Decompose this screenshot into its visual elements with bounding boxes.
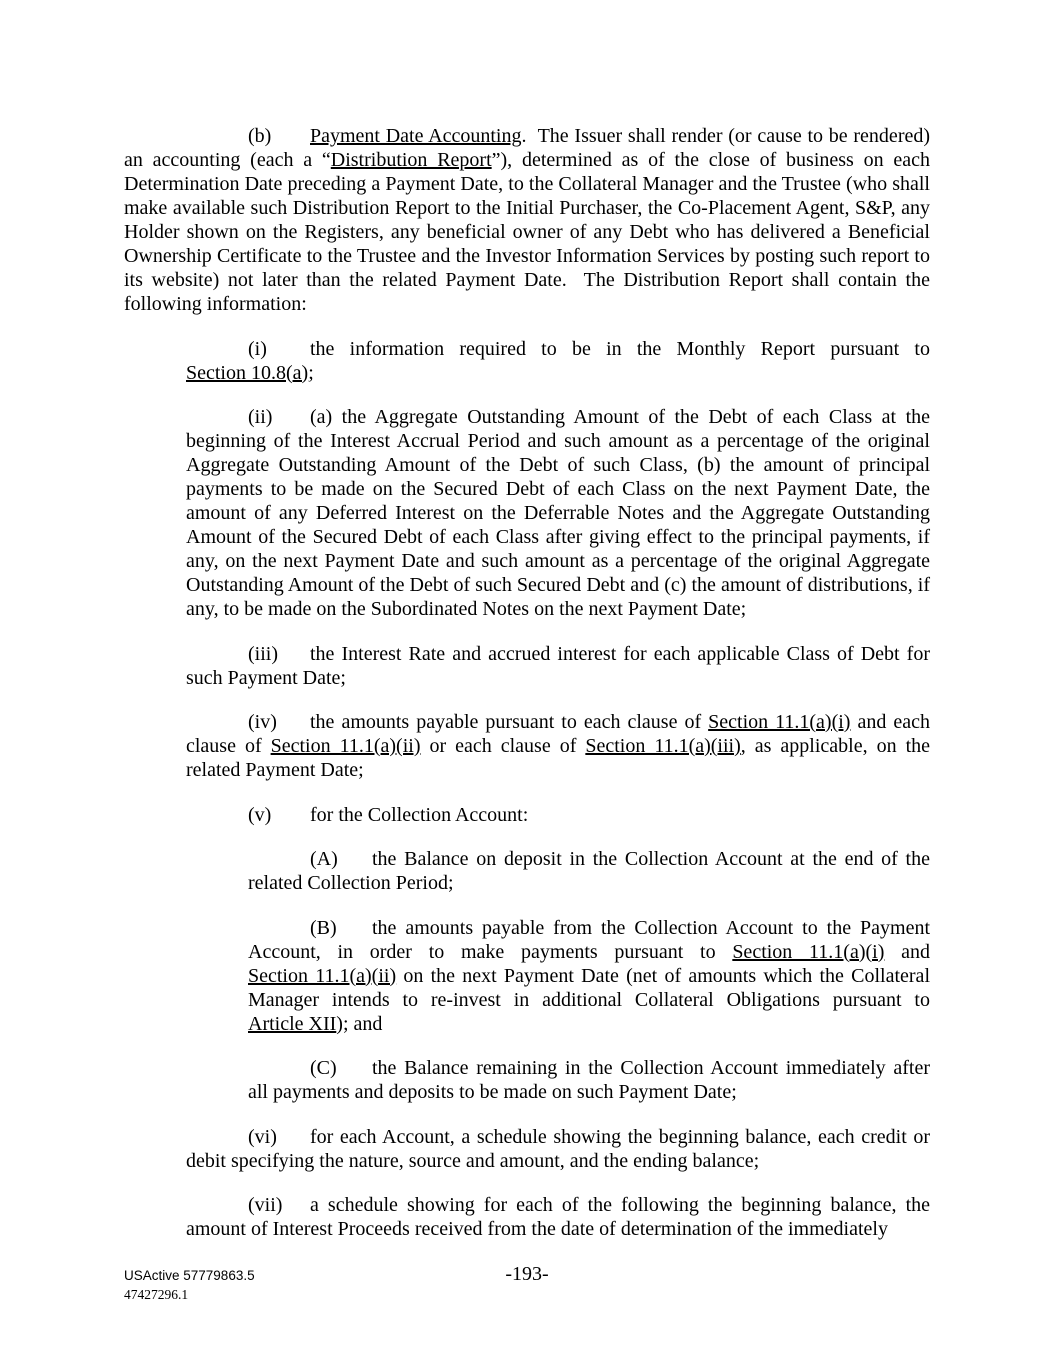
underlined-reference: Distribution Report <box>330 149 492 171</box>
page-number: -193- <box>505 1263 549 1285</box>
doc-id-usactive: USActive 57779863.5 <box>124 1268 255 1283</box>
text-run: for each Account, a schedule showing the beginning balance, each credit or debit specifying the nature, source and amount, and the ending balance; <box>186 1125 930 1172</box>
item-label-i: (i) <box>248 337 267 360</box>
text-run: or each clause of <box>420 735 586 757</box>
underlined-reference: Article XII <box>248 1012 337 1035</box>
list-item-vi <box>186 1125 930 1173</box>
underlined-reference: Section 11.1(a)(iii) <box>585 735 741 757</box>
underlined-reference: Section 11.1(a)(i) <box>708 711 851 733</box>
item-label-b: (b) <box>248 125 272 147</box>
paragraph-b <box>124 124 930 316</box>
list-item-iii <box>186 642 930 690</box>
list-item-ii-text <box>186 406 930 620</box>
item-label-iii: (iii) <box>248 642 278 665</box>
doc-id-secondary: 47427296.1 <box>124 1287 189 1302</box>
text-run: ; <box>308 361 314 384</box>
list-item-v-text <box>310 804 528 826</box>
document-body <box>124 124 930 1241</box>
item-label-B: (B) <box>310 916 337 939</box>
sub-item-C <box>248 1056 930 1104</box>
sub-item-B <box>248 916 930 1036</box>
text-run: the information required to be in the Monthly Report pursuant to <box>310 337 930 360</box>
text-run: on the next Payment Date (net of amounts which the Collateral Manager intends to re-invest in additional Collateral Obligations pursuant to <box>248 964 930 1011</box>
text-run: the amounts payable from the Collection Account to the Payment Account, in order to make payments pursuant to <box>248 916 930 963</box>
item-label-iv: (iv) <box>248 711 277 733</box>
underlined-reference: Section 10.8(a) <box>186 361 309 384</box>
list-item-ii <box>186 405 930 621</box>
text-run: and each clause of <box>186 711 930 757</box>
item-label-vi: (vi) <box>248 1125 277 1148</box>
text-run: the amounts payable pursuant to each clause of <box>310 711 709 733</box>
text-run: and <box>884 940 930 963</box>
list-item-iv <box>186 710 930 782</box>
text-run: . The Issuer shall render (or cause to be rendered) an accounting (each a “ <box>124 125 931 171</box>
text-run: ”), determined as of the close of business on each Determination Date preceding a Payment Date, to the Collateral Manager and the Trustee (who shall make available such Distribution Report to the Initial Purchaser, the Co-Placement Agent, S&P, any Holder shown on the Registers, any beneficial owner of any Debt who has delivered a Beneficial Ownership Certificate to the Trustee and the Investor Information Services by posting such report to its website) not later than the related Payment Date. The Distribution Report shall contain the following information: <box>124 149 931 315</box>
paragraph-b-text <box>124 125 930 315</box>
item-label-v: (v) <box>248 803 272 826</box>
list-item-i <box>186 337 930 385</box>
text-run: , as applicable, on the related Payment Date; <box>186 735 930 781</box>
text-run: a schedule showing for each of the following the beginning balance, the amount of Interest Proceeds received from the date of determination of the immediately <box>186 1194 930 1240</box>
underlined-reference: Section 11.1(a)(ii) <box>270 735 421 757</box>
text-run: for the Collection Account: <box>310 803 529 826</box>
underlined-reference: Section 11.1(a)(ii) <box>248 964 397 987</box>
text-run: ); and <box>336 1012 383 1035</box>
text-run: (a) the Aggregate Outstanding Amount of the Debt of each Class at the beginning of the Interest Accrual Period and such amount as a percentage of the original Aggregate Outstanding Amount of the Debt of such Class, (b) the amount of principal payments to be made on the Secured Debt of each Class on the next Payment Date, the amount of any Deferred Interest on the Deferrable Notes and the Aggregate Outstanding Amount of the Secured Debt of each Class after giving effect to the principal payments, if any, on the next Payment Date and such amount as a percentage of the original Aggregate Outstanding Amount of the Debt of such Secured Debt and (c) the amount of distributions, if any, to be made on the Subordinated Notes on the next Payment Date; <box>186 406 930 620</box>
underlined-reference: Section 11.1(a)(i) <box>732 940 885 963</box>
text-run: the Balance remaining in the Collection Account immediately after all payments and deposits to be made on such Payment Date; <box>248 1057 930 1103</box>
item-label-C: (C) <box>310 1057 337 1079</box>
document-footer <box>124 1266 930 1304</box>
item-label-vii: (vii) <box>248 1194 283 1216</box>
item-label-A: (A) <box>310 848 338 870</box>
text-run: the Interest Rate and accrued interest for each applicable Class of Debt for such Payment Date; <box>186 642 930 689</box>
underlined-reference: Payment Date Accounting <box>310 125 522 147</box>
list-item-vii <box>186 1193 930 1241</box>
text-run: the Balance on deposit in the Collection Account at the end of the related Collection Period; <box>248 848 930 894</box>
sub-item-A <box>248 847 930 895</box>
item-label-ii: (ii) <box>248 406 273 428</box>
list-item-v <box>186 803 930 827</box>
